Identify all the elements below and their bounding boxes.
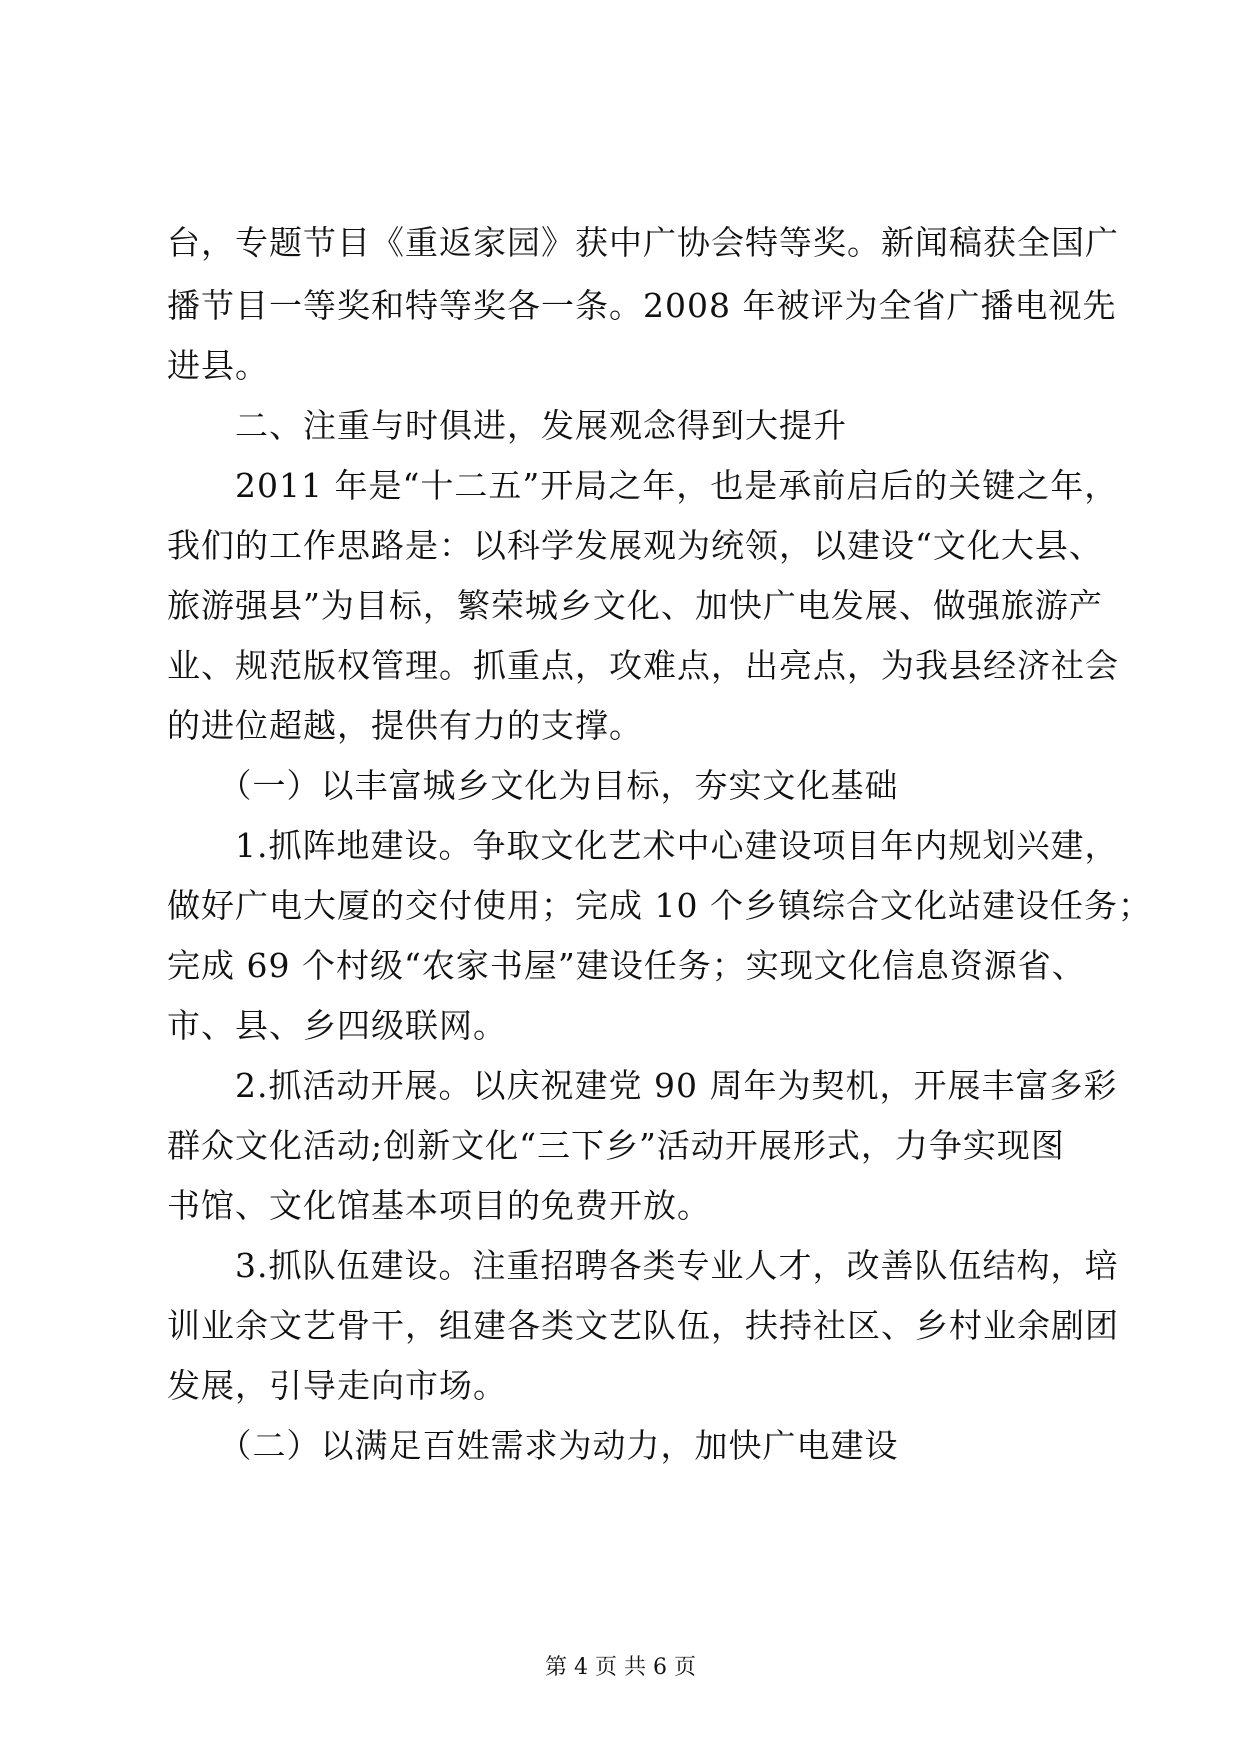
subsection-heading: （一）以丰富城乡文化为目标，夯实文化基础 (167, 766, 899, 805)
subsection-heading: （二）以满足百姓需求为动力，加快广电建设 (167, 1426, 899, 1465)
text-line: 训业余文艺骨干，组建各类文艺队伍，扶持社区、乡村业余剧团 (167, 1306, 1119, 1345)
text-line: 发展，引导走向市场。 (167, 1366, 507, 1405)
text-line: 旅游强县”为目标，繁荣城乡文化、加快广电发展、做强旅游产 (167, 586, 1103, 625)
text-line: 市、县、乡四级联网。 (167, 1006, 507, 1045)
text-line: 完成 69 个村级“农家书屋”建设任务；实现文化信息资源省、 (167, 946, 1086, 985)
text-line: 群众文化活动;创新文化“三下乡”活动开展形式，力争实现图 (167, 1126, 1065, 1165)
text-line: 书馆、文化馆基本项目的免费开放。 (167, 1186, 711, 1225)
text-line: 2.抓活动开展。以庆祝建党 90 周年为契机，开展丰富多彩 (167, 1066, 1118, 1105)
section-heading: 二、注重与时俱进，发展观念得到大提升 (167, 406, 847, 445)
text-line: 的进位超越，提供有力的支撑。 (167, 706, 643, 745)
document-body (167, 210, 1152, 1476)
text-line: 台，专题节目《重返家园》获中广协会特等奖。新闻稿获全国广 (167, 223, 1119, 262)
text-line: 播节目一等奖和特等奖各一条。2008 年被评为全省广播电视先 (167, 286, 1117, 325)
text-line: 2011 年是“十二五”开局之年，也是承前启后的关键之年， (167, 466, 1119, 505)
text-line: 我们的工作思路是：以科学发展观为统领，以建设“文化大县、 (167, 526, 1103, 565)
text-line: 进县。 (167, 346, 269, 385)
page-number-footer: 第 4 页 共 6 页 (545, 1655, 696, 1680)
text-line: 3.抓队伍建设。注重招聘各类专业人才，改善队伍结构，培 (167, 1246, 1119, 1285)
text-line: 1.抓阵地建设。争取文化艺术中心建设项目年内规划兴建， (167, 826, 1119, 865)
text-line: 业、规范版权管理。抓重点，攻难点，出亮点，为我县经济社会 (167, 646, 1119, 685)
text-line: 做好广电大厦的交付使用；完成 10 个乡镇综合文化站建设任务； (167, 886, 1152, 925)
